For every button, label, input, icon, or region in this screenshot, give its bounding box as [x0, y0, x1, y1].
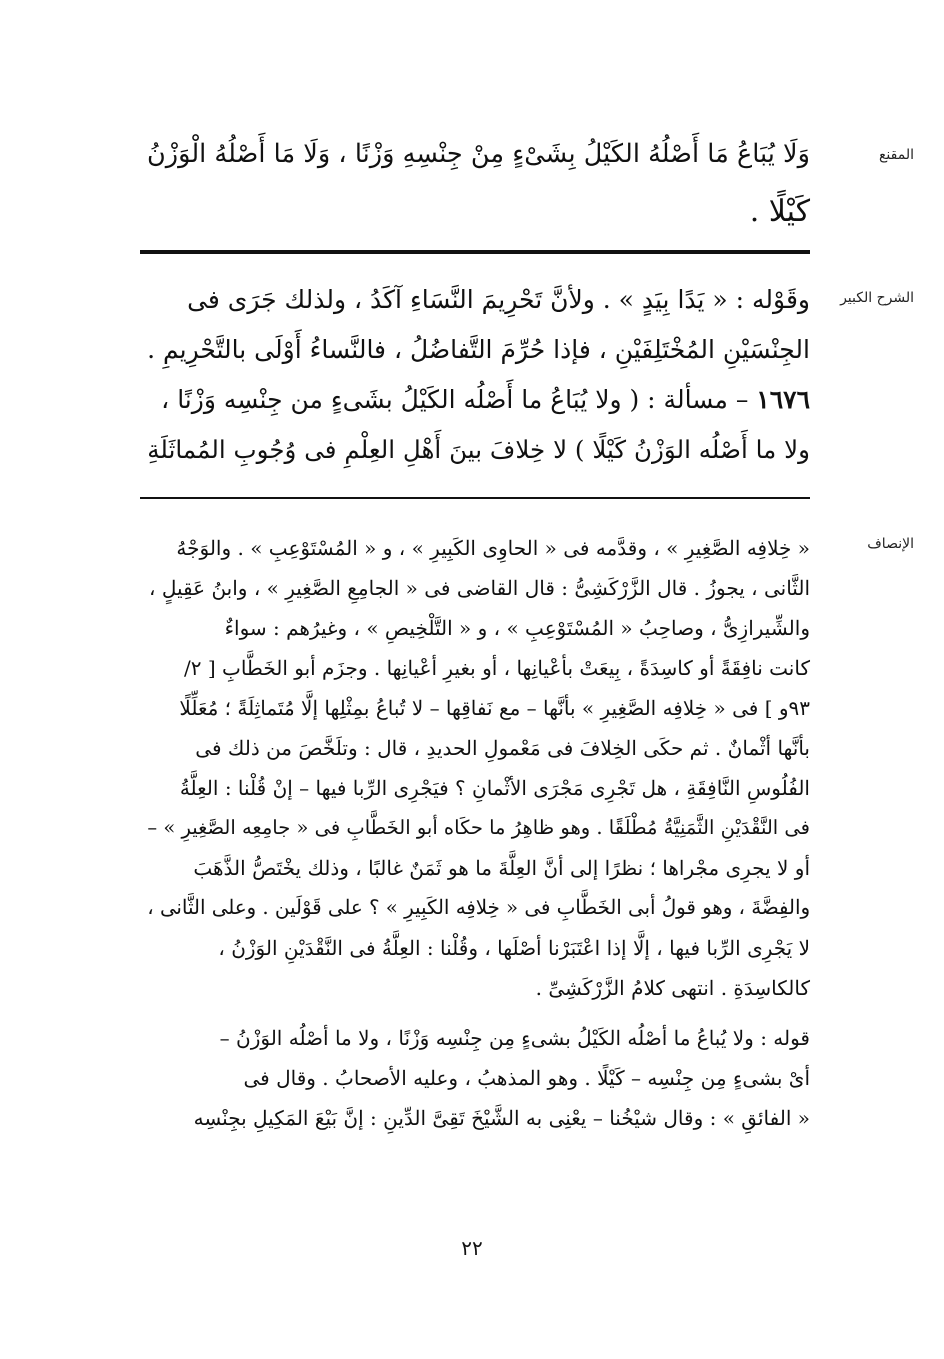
insaf-line: كالكاسِدَةِ . انتهى كلامُ الزَّرْكَشِىِّ . — [535, 976, 810, 1000]
muqni-line: كَيْلًا . — [749, 194, 810, 229]
insaf-line: « الفائقِ » : وقال شيْخُنا – يعْنِى به الشَّيْخَ تَقِىَّ الدِّينِ : إنَّ بَيْعَ المَكِيلِ بجِنْسِه — [193, 1106, 810, 1130]
sharh-line: ولا ما أَصْلُه الوَزْنُ كَيْلًا ) لا خِلافَ بينَ أَهْلِ العِلْمِ فى وُجُوبِ المُماثَلَةِ — [147, 435, 810, 464]
muqni-line: وَلَا يُبَاعُ مَا أَصْلُهُ الكَيْلُ بِشَىْءٍ مِنْ جِنْسِهِ وَزْنًا ، وَلَا مَا أَصْلُهُ الْوَزْنُ — [146, 139, 810, 169]
insaf-line: أو لا يجرِى مجْراها ؛ نظرًا إلى أنَّ العِلَّةَ ما هو ثَمَنٌ غالبًا ، وذلك يخْتَصُّ الذَّهَبَ — [193, 856, 810, 880]
sharh-line: ١٦٧٦ – مسألة : ( ولا يُبَاعُ ما أَصْلُه الكَيْلُ بشَىءٍ من جِنْسِه وَزْنًا ، — [161, 385, 810, 414]
insaf-label: الإنصاف — [867, 536, 914, 552]
insaf-line: فى النَّقْدَيْنِ الثَّمَنِيَّةُ مُطْلَقًا . وهو ظاهِرُ ما حكَاه أبو الخَطَّابِ فى « جامِعِه الصَّغِيرِ » – — [147, 816, 810, 839]
insaf-line: الفُلُوسِ النَّافِقَةِ ، هل تَجْرِى مَجْرَى الأثْمانِ ؟ فيَجْرِى الرِّبا فيها – إنْ قُلْنا : العِلَّةُ — [179, 776, 810, 800]
insaf-line: أىْ بشىءٍ مِن جِنْسِه – كَيْلًا . وهو المذهبُ ، وعليه الأصحابُ . وقال فى — [243, 1066, 810, 1090]
section-divider — [140, 250, 810, 254]
section-divider — [140, 497, 810, 499]
sharh-label: الشرح الكبير — [840, 290, 914, 306]
sharh-line: الجِنْسَيْنِ المُخْتَلِفَيْنِ ، فإذا حُرِّمَ التَّفاضُلُ ، فالنَّساءُ أَوْلَى بالتَّحْرِيمِ . — [147, 335, 810, 364]
paragraph-gap — [140, 1008, 810, 1018]
sharh-text — [140, 275, 810, 475]
issue-number: ١٦٧٦ — [756, 385, 810, 414]
insaf-line: كانت نافِقَةً أو كاسِدَةً ، بِيعَتْ بأعْيانِها ، أو بغيرِ أعْيانِها . وجزَم أبو الخَطَّابِ [ ٢/ — [183, 656, 810, 680]
muqni-text — [140, 125, 810, 241]
insaf-line: والفِضَّةَ ، وهو قولُ أبى الخَطَّابِ فى « خِلافِه الكَبِيرِ » ؟ على قَوْلَين . وعلى الثَّانى ، — [147, 896, 810, 919]
insaf-line: « خِلافِه الصَّغِيرِ » ، وقدَّمه فى « الحاوِى الكَبِيرِ » ، و « المُسْتَوْعِبِ » . والوَجْهُ — [176, 536, 810, 560]
insaf-line: قوله : ولا يُباعُ ما أصْلُه الكَيْلُ بشىءٍ مِن جِنْسِه وَزْنًا ، ولا ما أصْلُه الوَزْنُ – — [219, 1026, 810, 1050]
insaf-line: ٩٣و ] فى « خِلافِه الصَّغِيرِ » بأنَّها – مع نَفاقِها – لا تُباعُ بمِثْلِها إلَّا مُتَماثِلَةً ؛ مُعَلِّلًا — [179, 696, 810, 720]
insaf-line: لا يَجْرِى الرِّبا فيها ، إلَّا إذا اعْتَبَرْنا أصْلَها ، وقُلْنا : العِلَّةُ فى النَّقْدَيْنِ الوَزْنُ ، — [218, 936, 810, 960]
insaf-line: والشِّيرازِىُّ ، وصاحِبُ « المُسْتَوْعِبِ » ، و « التَّلْخِيصِ » ، وغيرُهم : سواءٌ — [224, 616, 810, 640]
insaf-line: الثَّانى ، يجوزُ . قال الزَّرْكَشِىُّ : قال القاضى فى « الجامِعِ الصَّغِيرِ » ، وابنُ عَقِيلٍ ، — [149, 576, 810, 600]
insaf-line: بأنَّها أثْمانٌ . ثم حكَى الخِلافَ فى مَعْمولِ الحديدِ ، قال : وتلَخَّصَ من ذلك فى — [195, 736, 810, 760]
sharh-line: وقَوْله : « يَدًا بِيَدٍ » . ولأنَّ تَحْرِيمَ النَّسَاءِ آكَدُ ، ولذلك جَرَى فى — [187, 285, 810, 314]
page-number: ٢٢ — [461, 1236, 483, 1260]
muqni-label: المقنع — [878, 147, 914, 163]
insaf-text — [140, 528, 810, 1138]
